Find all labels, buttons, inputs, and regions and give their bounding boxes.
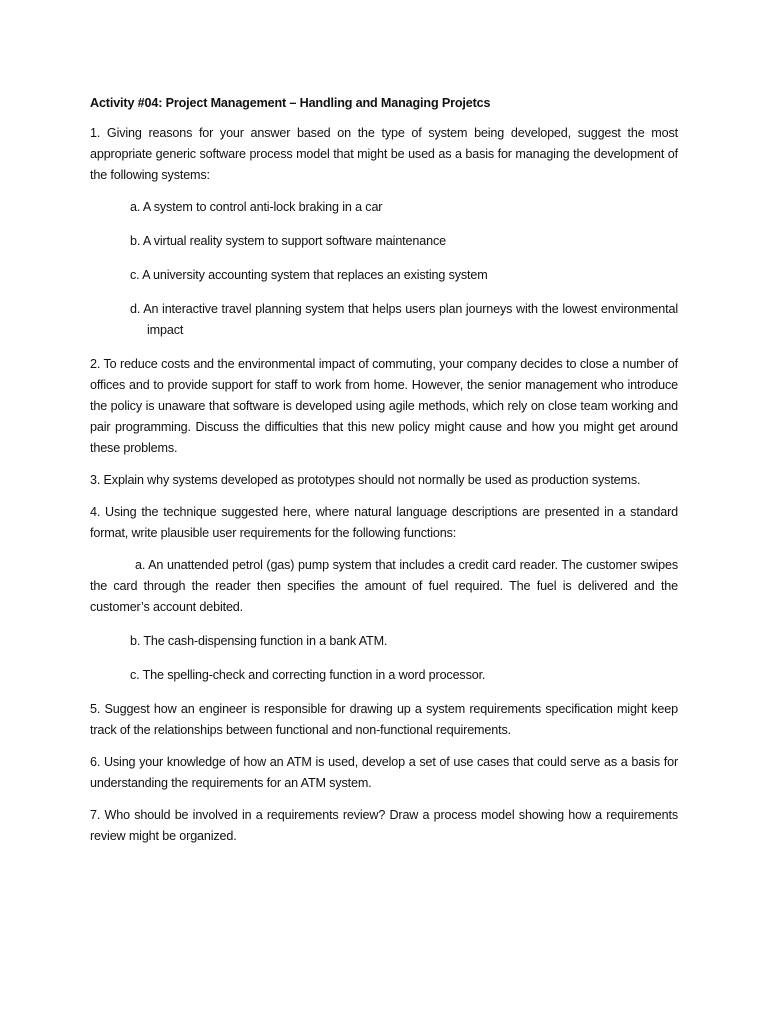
question-1-item-a: a. A system to control anti-lock braking in a car [130, 200, 383, 214]
document-title: Activity #04: Project Management – Handling and Managing Projetcs [90, 96, 491, 110]
question-3: 3. Explain why systems developed as prototypes should not normally be used as production systems. [90, 473, 641, 487]
question-4-item-c: c. The spelling-check and correcting function in a word processor. [130, 668, 486, 682]
question-1: 1. Giving reasons for your answer based on the type of system being developed, suggest the most appropriate generic software process model that might be used as a basis for managing the development of the following systems: [90, 126, 678, 182]
question-5: 5. Suggest how an engineer is responsible for drawing up a system requirements specification might keep track of the relationships between functional and non-functional requirements. [90, 702, 678, 737]
question-6: 6. Using your knowledge of how an ATM is used, develop a set of use cases that could serve as a basis for understanding the requirements for an ATM system. [90, 755, 678, 790]
question-7: 7. Who should be involved in a requirements review? Draw a process model showing how a requirements review might be organized. [90, 808, 678, 843]
question-4-item-b: b. The cash-dispensing function in a bank ATM. [130, 634, 388, 648]
question-2: 2. To reduce costs and the environmental impact of commuting, your company decides to close a number of offices and to provide support for staff to work from home. However, the senior management who introduce the policy is unaware that software is developed using agile methods, which rely on close team working and pair programming. Discuss the difficulties that this new policy might cause and how you might get around these problems. [90, 357, 678, 455]
document-body [90, 93, 678, 858]
question-4: 4. Using the technique suggested here, where natural language descriptions are presented in a standard format, write plausible user requirements for the following functions: [90, 505, 678, 540]
question-1-item-d: d. An interactive travel planning system that helps users plan journeys with the lowest environmental impact [130, 302, 678, 337]
question-1-item-b: b. A virtual reality system to support software maintenance [130, 234, 446, 248]
question-4-item-a: a. An unattended petrol (gas) pump system that includes a credit card reader. The customer swipes the card through the reader then specifies the amount of fuel required. The fuel is delivered and the customer’s account debited. [90, 558, 678, 614]
question-1-item-c: c. A university accounting system that replaces an existing system [130, 268, 488, 282]
